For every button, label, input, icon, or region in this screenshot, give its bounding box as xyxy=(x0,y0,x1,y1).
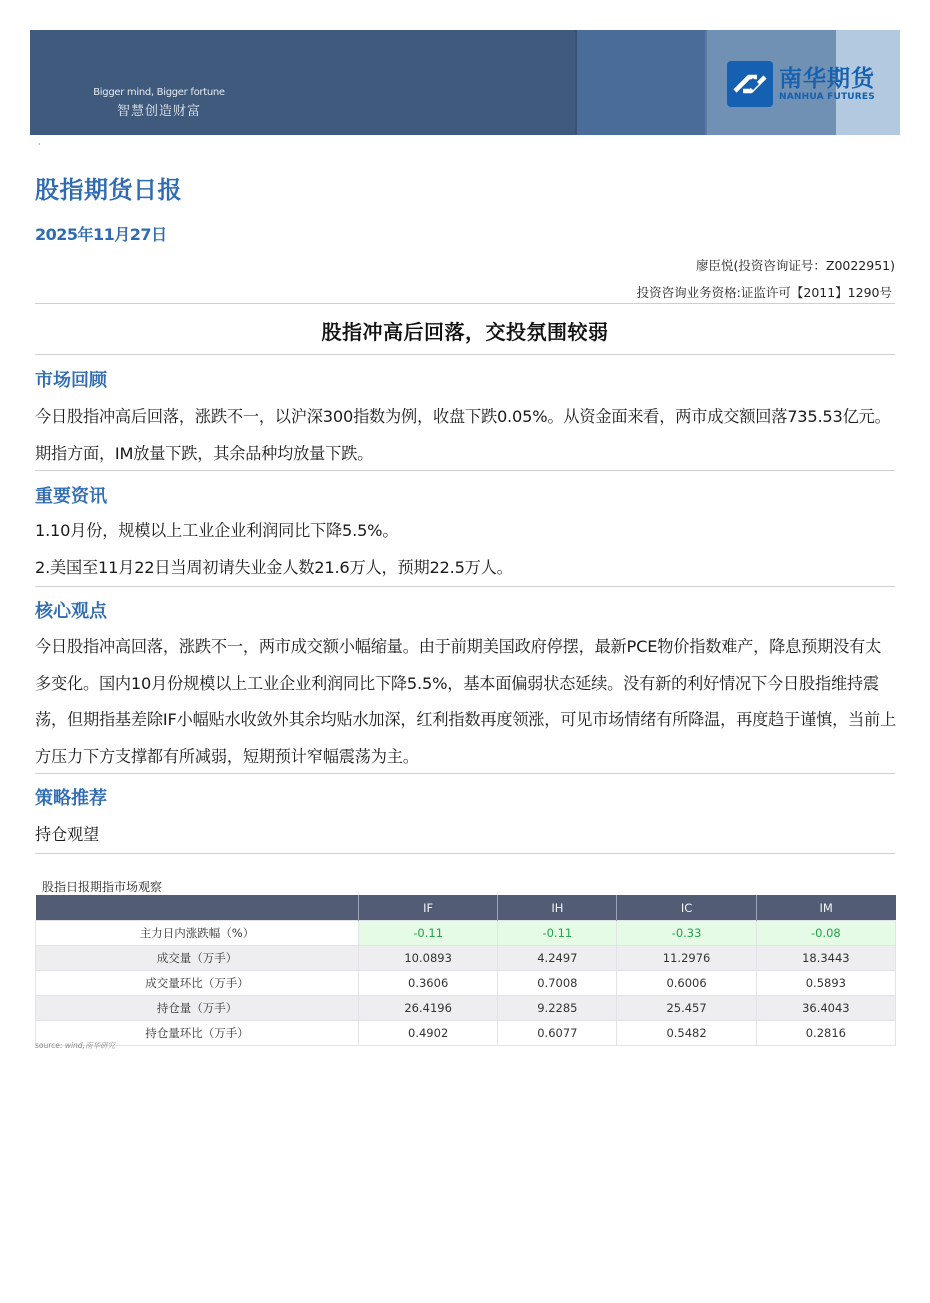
cell-value: -0.11 xyxy=(359,921,498,946)
market-observation-table xyxy=(35,895,896,1046)
strategy-text: 持仓观望 xyxy=(35,825,99,844)
section-title-strategy: 策略推荐 xyxy=(35,788,107,809)
report-date: 2025年11月27日 xyxy=(35,225,167,244)
company-logo xyxy=(727,61,875,107)
divider xyxy=(35,470,895,471)
row-label: 成交量（万手） xyxy=(36,946,359,971)
row-label: 持仓量（万手） xyxy=(36,996,359,1021)
table-caption: 股指日报期指市场观察 xyxy=(42,880,163,894)
row-label: 主力日内涨跌幅（%） xyxy=(36,921,359,946)
table-header-row xyxy=(36,895,896,921)
divider xyxy=(35,853,895,854)
row-label: 持仓量环比（万手） xyxy=(36,1021,359,1046)
column-header-im: IM xyxy=(756,895,895,921)
table-row xyxy=(36,996,896,1021)
news-item: 1.10月份，规模以上工业企业利润同比下降5.5%。 xyxy=(35,521,399,540)
market-review-text: 今日股指冲高后回落，涨跌不一，以沪深300指数为例，收盘下跌0.05%。从资金面来看，两市成交额回落735.53亿元。期指方面，IM放量下跌，其余品种均放量下跌。 xyxy=(35,407,891,463)
cell-value: 10.0893 xyxy=(359,946,498,971)
source-label: source: xyxy=(35,1041,63,1050)
core-view-text: 今日股指冲高回落，涨跌不一，两市成交额小幅缩量。由于前期美国政府停摆，最新PCE物价指数难产，降息预期没有太多变化。国内10月份规模以上工业企业利润同比下降5.5%，基本面偏弱状态延续。没有新的利好情况下今日股指维持震荡，但期指基差除IF小幅贴水收敛外其余均贴水加深，红利指数再度领涨，可见市场情绪有所降温，再度趋于谨慎，当前上方压力下方支撑都有所减弱，短期预计窄幅震荡为主。 xyxy=(35,637,897,766)
header-banner xyxy=(30,30,900,135)
cell-value: 4.2497 xyxy=(498,946,617,971)
table-row xyxy=(36,921,896,946)
cell-value: 0.6006 xyxy=(617,971,756,996)
cell-value: 36.4043 xyxy=(756,996,895,1021)
slogan xyxy=(89,87,229,119)
section-title-core-view: 核心观点 xyxy=(35,601,107,622)
cell-value: 0.7008 xyxy=(498,971,617,996)
cell-value: 26.4196 xyxy=(359,996,498,1021)
table-row xyxy=(36,946,896,971)
table-row xyxy=(36,1021,896,1046)
cell-value: 9.2285 xyxy=(498,996,617,1021)
page-marker: · xyxy=(38,140,41,149)
divider xyxy=(35,586,895,587)
analyst-credential: 廖臣悦(投资咨询证号：Z0022951) xyxy=(696,258,895,273)
logo-english: NANHUA FUTURES xyxy=(779,91,875,102)
column-header-ih: IH xyxy=(498,895,617,921)
report-title: 股指期货日报 xyxy=(35,176,182,204)
section-title-market-review: 市场回顾 xyxy=(35,370,107,391)
banner-band-mid xyxy=(575,30,705,135)
divider xyxy=(35,354,895,355)
banner-band-dark xyxy=(30,30,575,135)
report-headline: 股指冲高后回落，交投氛围较弱 xyxy=(321,320,609,344)
cell-value: 0.5893 xyxy=(756,971,895,996)
cell-value: 0.6077 xyxy=(498,1021,617,1046)
section-title-key-news: 重要资讯 xyxy=(35,486,107,507)
news-item: 2.美国至11月22日当周初请失业金人数21.6万人，预期22.5万人。 xyxy=(35,558,513,577)
cell-value: 0.2816 xyxy=(756,1021,895,1046)
license-info: 投资咨询业务资格:证监许可【2011】1290号 xyxy=(636,285,892,300)
cell-value: -0.08 xyxy=(756,921,895,946)
column-header-ic: IC xyxy=(617,895,756,921)
cell-value: -0.33 xyxy=(617,921,756,946)
cell-value: 0.4902 xyxy=(359,1021,498,1046)
source-value: wind,南华研究 xyxy=(64,1041,115,1050)
cell-value: 0.3606 xyxy=(359,971,498,996)
cell-value: 18.3443 xyxy=(756,946,895,971)
logo-chinese: 南华期货 xyxy=(779,65,875,92)
slogan-chinese: 智慧创造财富 xyxy=(116,104,201,119)
cell-value: 25.457 xyxy=(617,996,756,1021)
cell-value: 11.2976 xyxy=(617,946,756,971)
table-row xyxy=(36,971,896,996)
divider xyxy=(35,303,895,304)
nanhua-logo-icon xyxy=(727,61,773,107)
cell-value: -0.11 xyxy=(498,921,617,946)
slogan-english: Bigger mind, Bigger fortune xyxy=(93,87,225,98)
cell-value: 0.5482 xyxy=(617,1021,756,1046)
table-source xyxy=(35,1040,115,1051)
row-label: 成交量环比（万手） xyxy=(36,971,359,996)
column-header xyxy=(36,895,359,921)
column-header-if: IF xyxy=(359,895,498,921)
divider xyxy=(35,773,895,774)
